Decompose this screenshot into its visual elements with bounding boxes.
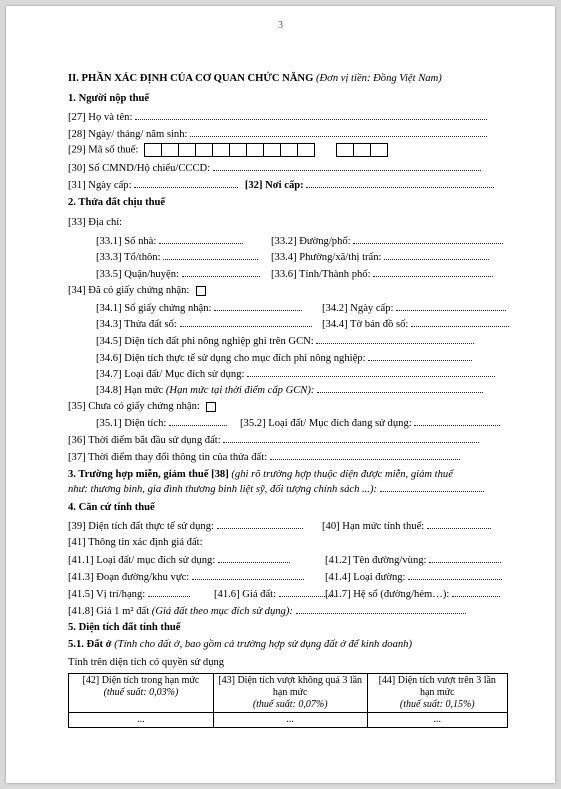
field-31-blank[interactable] xyxy=(134,178,238,188)
field-41-3-blank[interactable] xyxy=(192,570,304,580)
label-33-1: [33.1] Số nhà: xyxy=(96,236,157,247)
row-33-3 xyxy=(96,250,258,264)
area-caption: Tính trên diện tích có quyền sử dụng xyxy=(68,657,225,668)
label-41: [41] Thông tin xác định giá đất: xyxy=(68,537,203,548)
document-page xyxy=(6,6,555,783)
row-33-4 xyxy=(271,250,489,264)
field-33-3-blank[interactable] xyxy=(163,250,258,260)
label-31: [31] Ngày cấp: xyxy=(68,180,132,191)
row-34-3 xyxy=(96,317,312,331)
heading-taxable-area: 5. Diện tích đất tính thuế xyxy=(68,622,181,633)
row-33-2 xyxy=(271,234,503,248)
label-34-5: [34.5] Diện tích đất phi nông nghiệp ghi trên GCN: xyxy=(96,336,314,347)
row-38 xyxy=(68,468,453,481)
header-42-label: [42] Diện tích trong hạn mức xyxy=(82,675,200,686)
tax-code-boxes[interactable] xyxy=(144,143,314,157)
heading-taxpayer: 1. Người nộp thuế xyxy=(68,93,150,104)
label-33-2: [33.2] Đường/phố: xyxy=(271,236,351,247)
header-43-label: [43] Diện tích vượt không quá 3 lần hạn mức xyxy=(218,675,363,698)
field-34-5-blank[interactable] xyxy=(316,334,474,344)
label-41-4: [41.4] Loại đường: xyxy=(325,572,406,583)
exemption-note: (ghi rõ trường hợp thuộc diện được miễn, giảm thuế xyxy=(231,469,453,480)
row-40 xyxy=(322,519,491,533)
row-34-7 xyxy=(96,367,495,381)
heading-land: 2. Thửa đất chịu thuế xyxy=(68,197,166,208)
label-34-1: [34.1] Số giấy chứng nhận: xyxy=(96,303,212,314)
field-27-blank[interactable] xyxy=(135,110,487,120)
field-41-5-blank[interactable] xyxy=(148,587,190,597)
field-34-3-blank[interactable] xyxy=(180,317,312,327)
label-41-5: [41.5] Vị trí/hạng: xyxy=(68,589,146,600)
row-34-5 xyxy=(96,334,474,348)
field-33-4-blank[interactable] xyxy=(384,250,489,260)
table-header-row xyxy=(69,674,508,713)
row-41-7 xyxy=(325,587,500,601)
field-38-blank[interactable] xyxy=(380,482,484,492)
row-34-2 xyxy=(322,301,506,315)
field-34-7-blank[interactable] xyxy=(247,367,495,377)
row-41-8 xyxy=(68,604,466,618)
label-41-2: [41.2] Tên đường/vùng: xyxy=(325,555,427,566)
label-37: [37] Thời điểm thay đổi thông tin của thửa đất: xyxy=(68,452,268,463)
field-36-blank[interactable] xyxy=(223,433,479,443)
label-33-3: [33.3] Tổ/thôn: xyxy=(96,252,161,263)
header-cell-42 xyxy=(69,674,214,713)
row-35-2 xyxy=(240,416,500,430)
label-28: [28] Ngày/ tháng/ năm sinh: xyxy=(68,129,188,140)
label-34-3: [34.3] Thửa đất số: xyxy=(96,319,177,330)
header-44-label: [44] Diện tích vượt trên 3 lần hạn mức xyxy=(378,675,496,698)
row-27 xyxy=(68,110,487,124)
row-37 xyxy=(68,450,460,464)
label-27: [27] Họ và tên: xyxy=(68,112,133,123)
label-34: [34] Đã có giấy chứng nhận: xyxy=(68,285,190,296)
row-34-4 xyxy=(322,317,509,331)
exemption-note-cont: như: thương binh, gia đình thương binh liệt sỹ, đối tượng chính sách ...): xyxy=(68,484,378,495)
certificate-checkbox[interactable] xyxy=(196,286,206,296)
row-41-1 xyxy=(68,553,290,567)
row-35 xyxy=(68,400,216,413)
heading-tax-basis: 4. Căn cứ tính thuế xyxy=(68,502,155,513)
label-41-8-note: (Giá đất theo mục đích sử dụng): xyxy=(151,606,293,617)
heading-residential-land: 5.1. Đất ở xyxy=(68,639,112,650)
field-33-6-blank[interactable] xyxy=(373,267,493,277)
label-34-8: [34.8] Hạn mức xyxy=(96,385,164,396)
field-41-1-blank[interactable] xyxy=(218,553,290,563)
field-41-2-blank[interactable] xyxy=(429,553,501,563)
label-34-4: [34.4] Tờ bản đồ số: xyxy=(322,319,409,330)
field-32-blank[interactable] xyxy=(306,178,494,188)
page-number: 3 xyxy=(278,20,283,31)
header-43-rate: (thuế suất: 0,07%) xyxy=(252,699,328,710)
label-34-7: [34.7] Loại đất/ Mục đích sử dụng: xyxy=(96,369,245,380)
tax-code-suffix-boxes[interactable] xyxy=(336,143,387,157)
field-41-4-blank[interactable] xyxy=(408,570,502,580)
row-33-6 xyxy=(271,267,493,281)
table-row xyxy=(69,713,508,728)
field-37-blank[interactable] xyxy=(270,450,460,460)
header-cell-43 xyxy=(213,674,367,713)
value-cell-43[interactable]: ... xyxy=(213,713,367,728)
label-36: [36] Thời điểm bắt đầu sử dụng đất: xyxy=(68,435,221,446)
label-41-3: [41.3] Đoạn đường/khu vực: xyxy=(68,572,190,583)
field-28-blank[interactable] xyxy=(190,127,487,137)
field-34-6-blank[interactable] xyxy=(368,351,472,361)
label-35-2: [35.2] Loại đất/ Mục đích đang sử dụng: xyxy=(240,418,412,429)
row-41-4 xyxy=(325,570,502,584)
label-33-6: [33.6] Tỉnh/Thành phố: xyxy=(271,269,371,280)
field-30-blank[interactable] xyxy=(213,161,481,171)
field-33-1-blank[interactable] xyxy=(159,234,243,244)
header-cell-44 xyxy=(367,674,508,713)
row-33-1 xyxy=(96,234,243,248)
field-41-8-blank[interactable] xyxy=(296,604,466,614)
row-41-2 xyxy=(325,553,501,567)
label-41-8: [41.8] Giá 1 m² đất xyxy=(68,606,150,617)
field-41-7-blank[interactable] xyxy=(452,587,500,597)
row-34-6 xyxy=(96,351,472,365)
residential-area-table xyxy=(68,673,508,728)
section-title: II. PHẦN XÁC ĐỊNH CỦA CƠ QUAN CHỨC NĂNG xyxy=(68,73,314,84)
label-35: [35] Chưa có giấy chứng nhận: xyxy=(68,401,200,412)
label-34-2: [34.2] Ngày cấp: xyxy=(322,303,394,314)
label-41-1: [41.1] Loại đất/ mục đích sử dụng: xyxy=(68,555,216,566)
row-35-1 xyxy=(96,416,227,430)
field-33-2-blank[interactable] xyxy=(353,234,503,244)
row-5-1 xyxy=(68,638,412,651)
row-41-6 xyxy=(214,587,337,601)
row-28 xyxy=(68,127,487,141)
field-33-5-blank[interactable] xyxy=(182,267,260,277)
no-certificate-checkbox[interactable] xyxy=(206,402,216,412)
row-34-1 xyxy=(96,301,302,315)
field-35-2-blank[interactable] xyxy=(414,416,500,426)
header-42-rate: (thuế suất: 0,03%) xyxy=(103,687,179,698)
heading-exemption: 3. Trường hợp miễn, giảm thuế [38] xyxy=(68,469,229,480)
label-32: [32] Nơi cấp: xyxy=(244,180,304,191)
field-34-1-blank[interactable] xyxy=(214,301,302,311)
label-33: [33] Địa chỉ: xyxy=(68,217,123,228)
row-34 xyxy=(68,284,206,297)
label-40: [40] Hạn mức tính thuế: xyxy=(322,521,425,532)
label-41-6: [41.6] Giá đất: xyxy=(214,589,277,600)
label-33-5: [33.5] Quận/huyện: xyxy=(96,269,179,280)
field-34-4-blank[interactable] xyxy=(411,317,509,327)
row-34-8 xyxy=(96,383,483,397)
label-34-8-note: (Hạn mức tại thời điểm cấp GCN): xyxy=(165,385,315,396)
label-29: [29] Mã số thuế: xyxy=(68,144,139,156)
section-heading xyxy=(68,72,442,85)
section-unit: (Đơn vị tiền: Đồng Việt Nam) xyxy=(315,73,442,84)
field-40-blank[interactable] xyxy=(427,519,491,529)
row-31-32 xyxy=(68,178,494,192)
label-30: [30] Số CMND/Hộ chiếu/CCCD: xyxy=(68,163,211,174)
field-35-1-blank[interactable] xyxy=(169,416,227,426)
row-41-5 xyxy=(68,587,190,601)
row-36 xyxy=(68,433,479,447)
row-30 xyxy=(68,161,481,175)
field-39-blank[interactable] xyxy=(217,519,303,529)
value-cell-42[interactable]: ... xyxy=(69,713,214,728)
label-34-6: [34.6] Diện tích thực tế sử dụng cho mục đích phi nông nghiệp: xyxy=(96,353,366,364)
label-39: [39] Diện tích đất thực tế sử dụng: xyxy=(68,521,214,532)
row-39 xyxy=(68,519,303,533)
label-33-4: [33.4] Phường/xã/thị trấn: xyxy=(271,252,382,263)
field-34-2-blank[interactable] xyxy=(396,301,506,311)
label-41-7: [41.7] Hệ số (đường/hẻm…): xyxy=(325,589,450,600)
label-35-1: [35.1] Diện tích: xyxy=(96,418,167,429)
value-cell-44[interactable]: ... xyxy=(367,713,508,728)
row-41-3 xyxy=(68,570,304,584)
header-44-rate: (thuế suất: 0,15%) xyxy=(399,699,475,710)
residential-land-note: (Tính cho đất ở, bao gồm cả trường hợp sử dụng đất ở để kinh doanh) xyxy=(114,639,413,650)
field-34-8-blank[interactable] xyxy=(317,383,483,393)
row-33-5 xyxy=(96,267,260,281)
row-29 xyxy=(68,143,387,157)
row-38-cont xyxy=(68,482,484,496)
